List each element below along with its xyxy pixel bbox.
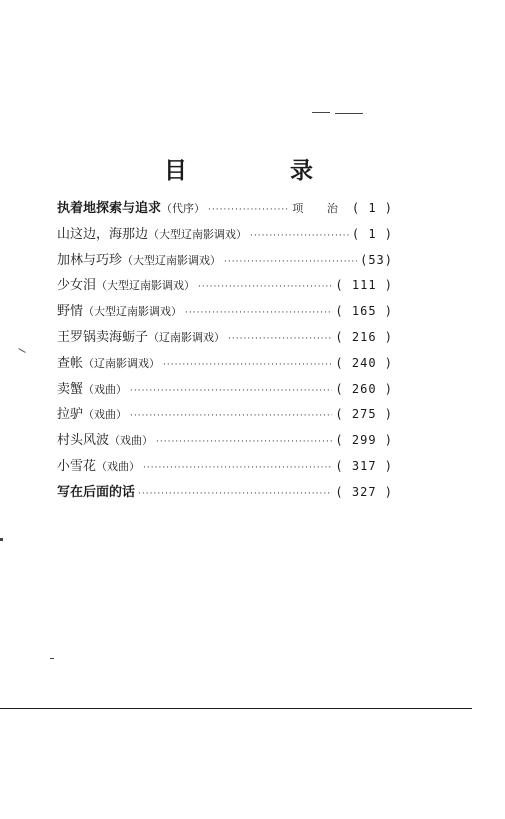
toc-dot-leader <box>228 334 332 344</box>
scan-mark-top-2 <box>335 113 363 114</box>
toc-entry <box>57 429 393 455</box>
toc-entry-note: （大型辽南影调戏） <box>148 227 248 241</box>
toc-entry-title: 少女泪 <box>57 278 97 294</box>
toc-entry-note: （大型辽南影调戏） <box>122 253 222 267</box>
page-title: 目 录 <box>164 157 353 184</box>
toc-dot-leader <box>163 360 332 370</box>
toc-dot-leader <box>138 489 332 499</box>
toc-dot-leader <box>130 411 332 421</box>
toc-dot-leader <box>198 282 332 292</box>
toc-entry-note: （辽南影调戏） <box>148 330 226 344</box>
toc-dot-leader <box>250 231 349 241</box>
toc-entry-page-number: ( 165 ) <box>335 304 393 319</box>
toc-entry-page-number: ( 275 ) <box>335 407 393 422</box>
toc-entry-author: 项 治 <box>292 202 348 215</box>
toc-entry-page-number: ( 240 ) <box>335 355 393 370</box>
toc-entry-title: 小雪花 <box>57 458 97 474</box>
toc-entry-note: （戏曲） <box>96 459 141 473</box>
toc-entry <box>57 352 393 378</box>
toc-dot-leader <box>224 257 357 267</box>
toc-entry <box>57 481 393 507</box>
toc-entry-title: 山这边，海那边 <box>57 226 149 242</box>
bottom-rule <box>0 708 472 709</box>
toc-entry <box>57 403 393 429</box>
toc-entry-page-number: ( 111 ) <box>335 278 393 293</box>
toc-entry <box>57 300 393 326</box>
toc-entry-note: （大型辽南影调戏） <box>83 305 183 319</box>
toc-entry-title: 村头风波 <box>57 433 110 449</box>
toc-entry-page-number: ( 1 ) <box>351 201 393 215</box>
toc-entry-note: （戏曲） <box>83 382 128 396</box>
toc-entry-page-number: ( 299 ) <box>335 433 393 448</box>
toc-entry-note: （大型辽南影调戏） <box>96 279 196 293</box>
toc-entry-title: 野情 <box>57 304 84 320</box>
scan-mark-top <box>312 112 330 113</box>
scan-mark-dot <box>0 538 3 541</box>
toc-entry-title: 执着地探索与追求 <box>57 201 162 216</box>
toc-entry-note: （辽南影调戏） <box>83 356 161 370</box>
toc-entry <box>57 274 393 300</box>
toc-entry-page-number: ( 327 ) <box>335 484 393 499</box>
toc-entry <box>57 197 393 223</box>
toc-entry-page-number: ( 260 ) <box>335 381 393 396</box>
toc-entry-title: 查帐 <box>57 355 84 371</box>
toc-entry <box>57 223 393 249</box>
toc-entry-title: 拉驴 <box>57 407 84 423</box>
toc-dot-leader <box>185 308 332 318</box>
scan-mark-small <box>50 658 54 659</box>
toc-entry-title: 写在后面的话 <box>57 484 136 500</box>
toc-entry-title: 王罗锅卖海蛎子 <box>57 329 149 345</box>
toc-dot-leader <box>143 463 332 473</box>
toc-entry-page-number: ( 1 ) <box>351 226 393 241</box>
toc-entry-page-number: (53) <box>360 252 393 267</box>
toc-dot-leader <box>156 437 332 447</box>
toc-entry <box>57 455 393 481</box>
toc-entry <box>57 326 393 352</box>
toc-entry-title: 加林与巧珍 <box>57 252 123 268</box>
toc-entry-note: （戏曲） <box>109 434 154 448</box>
table-of-contents <box>57 197 393 507</box>
toc-entry-title: 卖蟹 <box>57 381 84 397</box>
toc-entry-page-number: ( 216 ) <box>335 329 393 344</box>
toc-dot-leader <box>130 386 332 396</box>
toc-entry-note: （代序） <box>161 202 206 215</box>
toc-dot-leader <box>208 205 289 215</box>
toc-entry-note: （戏曲） <box>83 408 128 422</box>
toc-entry-page-number: ( 317 ) <box>335 458 393 473</box>
scan-mark-left <box>18 348 25 353</box>
toc-entry <box>57 249 393 275</box>
toc-entry <box>57 378 393 404</box>
